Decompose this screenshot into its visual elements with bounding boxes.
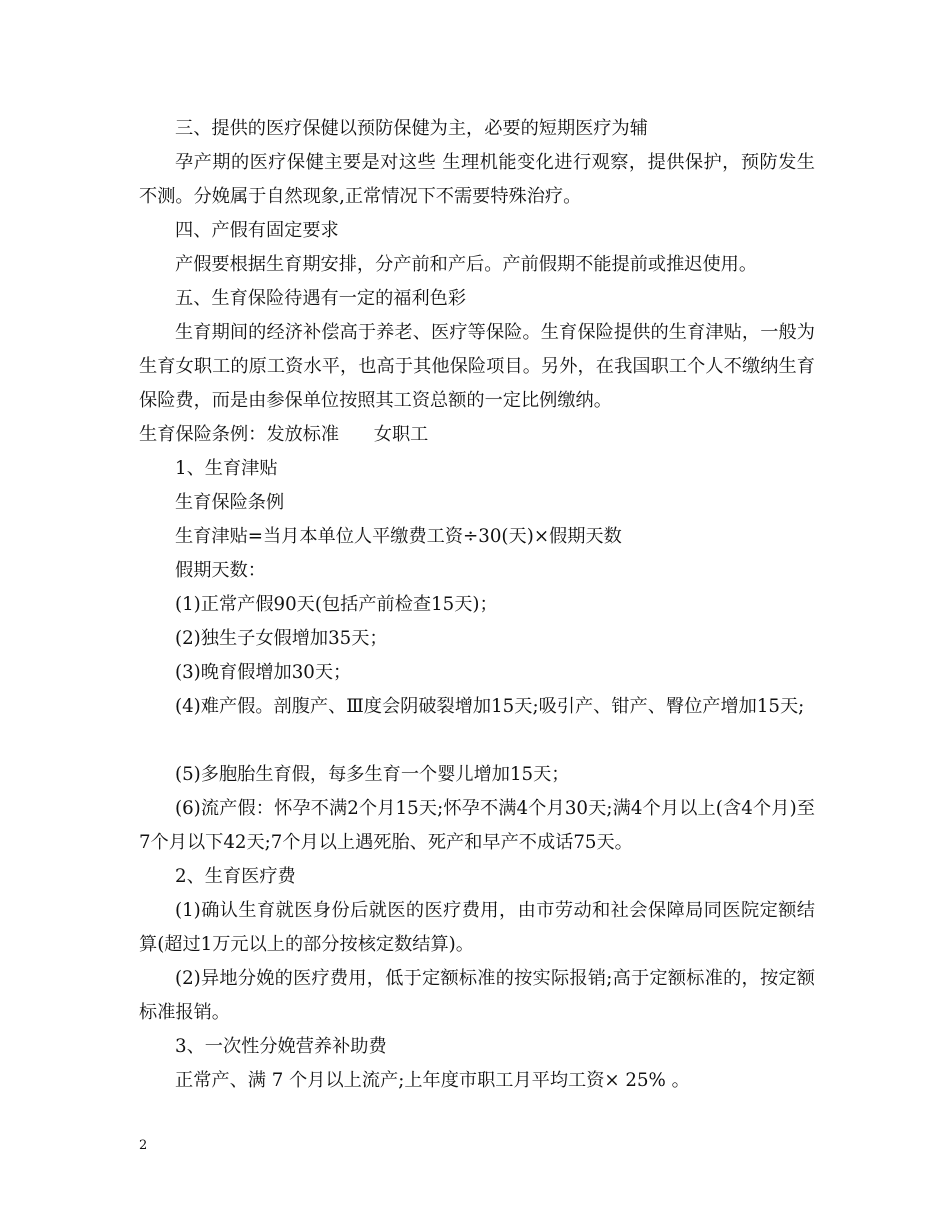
medical-item-2: (2)异地分娩的医疗费用，低于定额标准的按实际报销;高于定额标准的，按定额标准报销。 <box>139 968 815 1023</box>
list-item-3: (3)晚育假增加30天； <box>175 662 352 683</box>
paragraph-prenatal-care: 孕产期的医疗保健主要是对这些 生理机能变化进行观察，提供保护，预防发生不测。分娩属于自然现象,正常情况下不需要特殊治疗。 <box>139 152 815 207</box>
label-regulation: 生育保险条例 <box>175 492 285 513</box>
paragraph-maternity-leave: 产假要根据生育期安排，分产前和产后。产前假期不能提前或推迟使用。 <box>175 254 758 275</box>
heading-allowance: 1、生育津贴 <box>175 458 278 479</box>
nutrition-subsidy-text: 正常产、满 7 个月以上流产;上年度市职工月平均工资× 25% 。 <box>175 1070 690 1091</box>
medical-item-1: (1)确认生育就医身份后就医的医疗费用，由市劳动和社会保障局同医院定额结算(超过1万元以上的部分按核定数结算)。 <box>139 900 815 955</box>
heading-section-4: 四、产假有固定要求 <box>175 220 339 241</box>
paragraph-welfare: 生育期间的经济补偿高于养老、医疗等保险。生育保险提供的生育津贴，一般为生育女职工的原工资水平，也高于其他保险项目。另外，在我国职工个人不缴纳生育保险费，而是由参保单位按照其工资总额的一定比例缴纳。 <box>139 322 815 411</box>
heading-medical-expense: 2、生育医疗费 <box>175 866 296 887</box>
page-number: 2 <box>139 1138 148 1153</box>
list-item-6: (6)流产假：怀孕不满2个月15天;怀孕不满4个月30天;满4个月以上(含4个月)至7个月以下42天;7个月以上遇死胎、死产和早产不成话75天。 <box>139 798 815 853</box>
subheading-standard: 生育保险条例：发放标准 女职工 <box>139 424 429 445</box>
label-leave-days: 假期天数： <box>175 560 266 581</box>
list-item-2: (2)独生子女假增加35天； <box>175 628 388 649</box>
list-item-4: (4)难产假。剖腹产、Ⅲ度会阴破裂增加15天;吸引产、钳产、臀位产增加15天; <box>175 696 805 717</box>
heading-nutrition-subsidy: 3、一次性分娩营养补助费 <box>175 1036 387 1057</box>
list-item-1: (1)正常产假90天(包括产前检查15天)； <box>175 594 498 615</box>
formula-allowance: 生育津贴=当月本单位人平缴费工资÷30(天)×假期天数 <box>175 526 622 547</box>
list-item-5: (5)多胞胎生育假，每多生育一个婴儿增加15天； <box>175 764 570 785</box>
heading-section-5: 五、生育保险待遇有一定的福利色彩 <box>175 288 467 309</box>
heading-section-3: 三、提供的医疗保健以预防保健为主，必要的短期医疗为辅 <box>175 118 648 139</box>
